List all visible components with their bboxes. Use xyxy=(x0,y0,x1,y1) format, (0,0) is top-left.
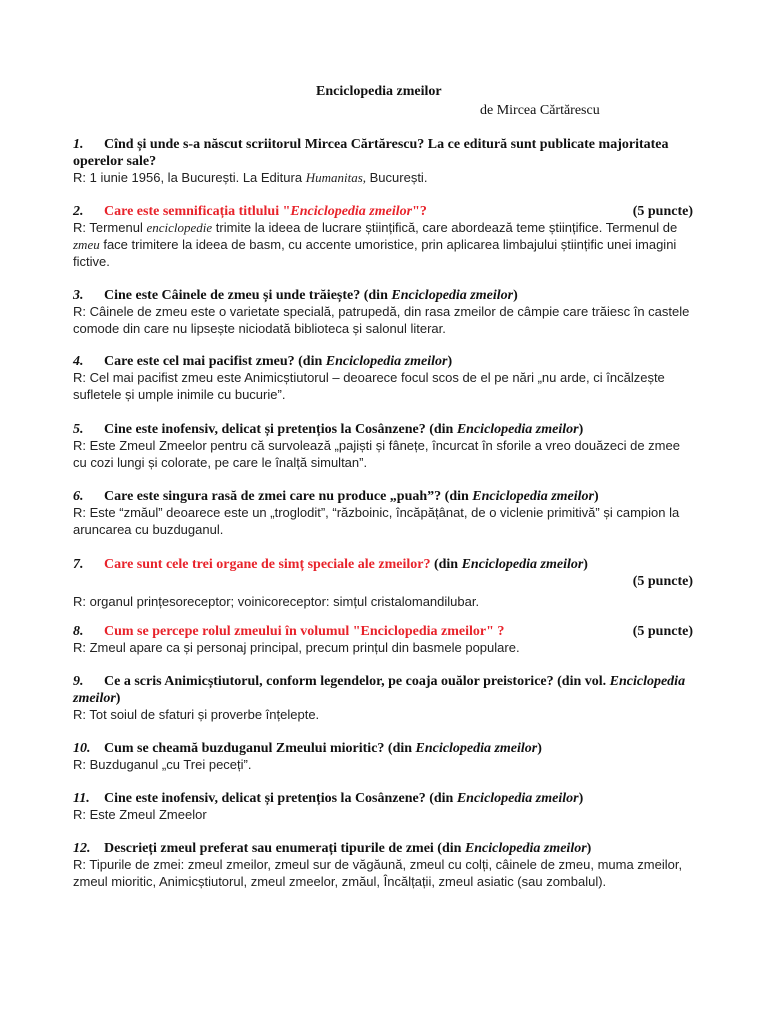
question-number: 12. xyxy=(73,841,91,856)
question-number: 10. xyxy=(73,741,91,756)
question-text: Care sunt cele trei organe de simț speciale ale zmeilor? (din Enciclopedia zmeilor) xyxy=(104,557,588,572)
points-label: (5 puncte) xyxy=(632,574,693,589)
question-number: 7. xyxy=(73,557,84,572)
question-text: Cînd și unde s-a născut scriitorul Mircea Cărtărescu? La ce editură sunt publicate majoritatea operelor sale? xyxy=(73,137,669,169)
question-number: 3. xyxy=(73,288,84,303)
answer-12: R: Tipurile de zmei: zmeul zmeilor, zmeul sur de văgăună, zmeul cu colți, câinele de zmeu, muma zmeilor, zmeul mioritic, Animicștiutorul, zmeul zmeelor, zmăul, Încălțații, zmeul asiatic (sau zombalul). xyxy=(73,857,683,889)
question-5 xyxy=(73,421,695,438)
answer-3: R: Câinele de zmeu este o varietate specială, patrupedă, din rasa zmeilor de câmpie care trăiesc în castele comode din care nu lipsește niciodată biblioteca și salonul literar. xyxy=(73,304,690,336)
document-title: Enciclopedia zmeilor xyxy=(316,84,442,99)
question-block-7 xyxy=(73,556,695,611)
question-number: 6. xyxy=(73,489,84,504)
question-number: 9. xyxy=(73,674,84,689)
question-number: 4. xyxy=(73,354,84,369)
question-block-12 xyxy=(73,840,695,891)
answer-7: R: organul prințesoreceptor; voinicoreceptor: simțul cristalomandilubar. xyxy=(73,594,480,609)
answer-5: R: Este Zmeul Zmeelor pentru că survolează „pajiști și fânețe, încurcat în sforile a vreo douăzeci de zmee cu cozi lungi și colorate, pe care le înalță simultan”. xyxy=(73,438,680,470)
points-label: (5 puncte) xyxy=(632,624,693,639)
question-1 xyxy=(73,136,695,170)
question-text: Care este cel mai pacifist zmeu? (din Enciclopedia zmeilor) xyxy=(104,354,453,369)
question-text: Cine este inofensiv, delicat și pretențios la Cosânzene? (din Enciclopedia zmeilor) xyxy=(104,791,584,806)
answer-6: R: Este “zmăul” deoarece este un „troglodit”, “războinic, încăpățânat, de o viclenie primitivă” și campion la aruncarea cu buzduganul. xyxy=(73,505,680,537)
question-block-8 xyxy=(73,623,695,657)
question-block-11 xyxy=(73,790,695,824)
question-10 xyxy=(73,740,695,757)
question-4 xyxy=(73,353,695,370)
question-block-2 xyxy=(73,203,695,270)
question-number: 5. xyxy=(73,422,84,437)
answer-4: R: Cel mai pacifist zmeu este Animicștiutorul – deoarece focul scos de el pe nări „nu arde, ci încălzește sufletele și umple inimile cu bucurie”. xyxy=(73,370,665,402)
question-12 xyxy=(73,840,695,857)
question-7 xyxy=(73,556,695,573)
question-number: 11. xyxy=(73,791,90,806)
question-block-9 xyxy=(73,673,695,724)
question-text: Ce a scris Animicștiutorul, conform legendelor, pe coaja ouălor preistorice? (din vol. Enciclopedia zmeilor) xyxy=(73,674,686,706)
question-number: 1. xyxy=(73,137,84,152)
document-author: de Mircea Cărtărescu xyxy=(480,103,600,118)
answer-11: R: Este Zmeul Zmeelor xyxy=(73,807,207,822)
question-number: 8. xyxy=(73,624,84,639)
question-block-3 xyxy=(73,287,695,338)
points-label: (5 puncte) xyxy=(632,204,693,219)
question-text: Cum se percepe rolul zmeului în volumul "Enciclopedia zmeilor" ? xyxy=(104,624,505,639)
question-text: Cum se cheamă buzduganul Zmeului mioritic? (din Enciclopedia zmeilor) xyxy=(104,741,542,756)
answer-8: R: Zmeul apare ca și personaj principal, precum prințul din basmele populare. xyxy=(73,640,520,655)
question-block-10 xyxy=(73,740,695,774)
question-8 xyxy=(73,623,695,640)
question-2 xyxy=(73,203,695,220)
question-9 xyxy=(73,673,695,707)
question-block-6 xyxy=(73,488,695,539)
question-3 xyxy=(73,287,695,304)
question-text: Cine este inofensiv, delicat și pretențios la Cosânzene? (din Enciclopedia zmeilor) xyxy=(104,422,584,437)
answer-9: R: Tot soiul de sfaturi și proverbe înțelepte. xyxy=(73,707,320,722)
question-6 xyxy=(73,488,695,505)
question-11 xyxy=(73,790,695,807)
question-block-1 xyxy=(73,136,695,187)
question-text: Cine este Câinele de zmeu și unde trăiește? (din Enciclopedia zmeilor) xyxy=(104,288,518,303)
question-number: 2. xyxy=(73,204,84,219)
answer-2: R: Termenul enciclopedie trimite la ideea de lucrare științifică, care abordează teme științifice. Termenul de zmeu face trimitere la ideea de basm, cu accente umoristice, prin aplicarea limbajului științific unei imagini fictive. xyxy=(73,220,678,269)
answer-10: R: Buzduganul „cu Trei peceți”. xyxy=(73,757,252,772)
question-text: Care este singura rasă de zmei care nu produce „puah”? (din Enciclopedia zmeilor) xyxy=(104,489,599,504)
question-block-4 xyxy=(73,353,695,404)
question-block-5 xyxy=(73,421,695,472)
question-text: Care este semnificația titlului "Enciclopedia zmeilor"? xyxy=(104,204,427,219)
answer-1: R: 1 iunie 1956, la București. La Editura Humanitas, București. xyxy=(73,170,428,185)
question-text: Descrieți zmeul preferat sau enumerați tipurile de zmei (din Enciclopedia zmeilor) xyxy=(104,841,592,856)
